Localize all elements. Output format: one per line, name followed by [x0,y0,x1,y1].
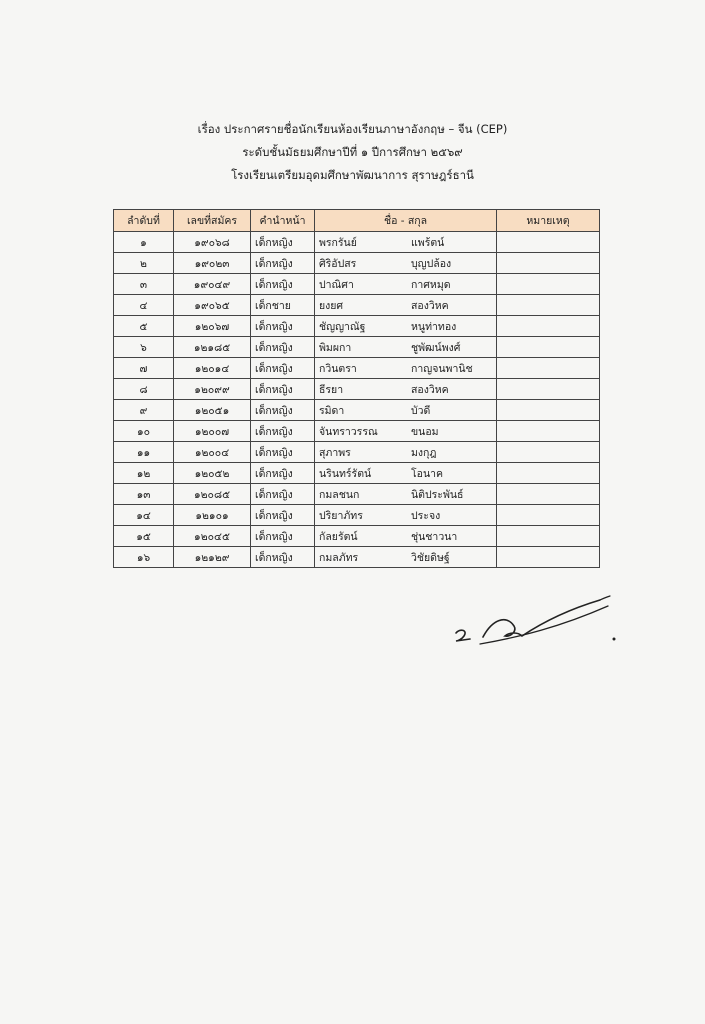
first-name: ชัญญาณัฐ [319,320,366,333]
last-name: หนูท่าทอง [411,320,457,333]
remark [497,547,600,568]
student-name [315,379,497,400]
last-name: สองวิหค [411,299,449,312]
name-prefix: เด็กหญิง [251,505,315,526]
first-name: พิมผกา [319,341,352,354]
application-number: ๑๒๐๙๙ [174,379,251,400]
column-header-remark: หมายเหตุ [497,210,600,232]
row-number: ๑๓ [114,484,174,505]
name-prefix: เด็กหญิง [251,442,315,463]
table-row [114,295,600,316]
name-prefix: เด็กหญิง [251,358,315,379]
student-name [315,316,497,337]
student-name [315,358,497,379]
first-name: ศิริอัปสร [319,257,357,270]
remark [497,232,600,253]
name-prefix: เด็กหญิง [251,274,315,295]
remark [497,337,600,358]
application-number: ๑๒๑๘๕ [174,337,251,358]
last-name: สองวิหค [411,383,449,396]
row-number: ๑๔ [114,505,174,526]
first-name: ยงยศ [319,299,344,312]
remark [497,484,600,505]
row-number: ๑๒ [114,463,174,484]
first-name: จันทราวรรณ [319,425,378,438]
student-name [315,400,497,421]
signature [450,592,620,652]
first-name: ปริยาภัทร [319,509,363,522]
table-row [114,484,600,505]
remark [497,442,600,463]
name-prefix: เด็กชาย [251,295,315,316]
row-number: ๔ [114,295,174,316]
row-number: ๕ [114,316,174,337]
first-name: สุภาพร [319,446,351,459]
application-number: ๑๒๐๔๕ [174,526,251,547]
remark [497,316,600,337]
table-row [114,253,600,274]
student-name [315,421,497,442]
remark [497,463,600,484]
first-name: นรินทร์รัตน์ [319,467,372,480]
row-number: ๒ [114,253,174,274]
student-list-table [113,209,600,568]
name-prefix: เด็กหญิง [251,316,315,337]
application-number: ๑๒๐๖๗ [174,316,251,337]
name-prefix: เด็กหญิง [251,526,315,547]
student-name [315,463,497,484]
remark [497,400,600,421]
remark [497,526,600,547]
remark [497,274,600,295]
first-name: กวินตรา [319,362,357,375]
table-row [114,400,600,421]
table-row [114,505,600,526]
table-row [114,526,600,547]
application-number: ๑๒๐๑๔ [174,358,251,379]
remark [497,505,600,526]
remark [497,421,600,442]
row-number: ๑๖ [114,547,174,568]
last-name: ประจง [411,509,441,522]
table-row [114,421,600,442]
row-number: ๑๑ [114,442,174,463]
column-header-prefix: คำนำหน้า [251,210,315,232]
row-number: ๙ [114,400,174,421]
column-header-no: ลำดับที่ [114,210,174,232]
table-row [114,358,600,379]
application-number: ๑๒๐๕๒ [174,463,251,484]
name-prefix: เด็กหญิง [251,379,315,400]
table-row [114,547,600,568]
student-name [315,484,497,505]
remark [497,295,600,316]
row-number: ๗ [114,358,174,379]
first-name: ธีรยา [319,383,344,396]
first-name: รมิดา [319,404,345,417]
first-name: พรกรันย์ [319,236,357,249]
application-number: ๑๙๐๔๙ [174,274,251,295]
name-prefix: เด็กหญิง [251,547,315,568]
student-name [315,526,497,547]
application-number: ๑๒๑๒๙ [174,547,251,568]
last-name: แพร้ตน์ [411,236,445,249]
application-number: ๑๙๐๒๓ [174,253,251,274]
student-name [315,232,497,253]
first-name: กมลชนก [319,488,360,501]
table-header-row [114,210,600,232]
student-name [315,442,497,463]
application-number: ๑๒๐๐๔ [174,442,251,463]
table-row [114,316,600,337]
school-name: โรงเรียนเตรียมอุดมศึกษาพัฒนาการ สุราษฎร์ธานี [231,168,474,182]
remark [497,253,600,274]
document-subject: เรื่อง ประกาศรายชื่อนักเรียนห้องเรียนภาษาอังกฤษ – จีน (CEP) [197,122,508,136]
student-name [315,547,497,568]
name-prefix: เด็กหญิง [251,463,315,484]
name-prefix: เด็กหญิง [251,253,315,274]
application-number: ๑๙๐๖๕ [174,295,251,316]
last-name: โอนาค [411,467,444,480]
remark [497,379,600,400]
last-name: ชุ่นชาวนา [411,530,458,543]
first-name: กมลภัทร [319,551,359,564]
student-name [315,253,497,274]
row-number: ๘ [114,379,174,400]
row-number: ๑๕ [114,526,174,547]
last-name: ชูพัฒน์พงศ์ [411,341,461,354]
last-name: วิชัยดิษฐ์ [411,551,450,564]
application-number: ๑๒๐๕๑ [174,400,251,421]
row-number: ๓ [114,274,174,295]
first-name: ปาณิศา [319,278,354,291]
application-number: ๑๒๐๐๗ [174,421,251,442]
application-number: ๑๒๐๘๕ [174,484,251,505]
table-row [114,379,600,400]
application-number: ๑๙๐๖๘ [174,232,251,253]
student-name [315,295,497,316]
student-name [315,274,497,295]
first-name: กัลยรัตน์ [319,530,358,543]
name-prefix: เด็กหญิง [251,484,315,505]
table-row [114,232,600,253]
document-header [0,118,705,187]
last-name: กาศหมุด [411,278,451,291]
row-number: ๖ [114,337,174,358]
column-header-application: เลขที่สมัคร [174,210,251,232]
application-number: ๑๒๑๐๑ [174,505,251,526]
table-row [114,337,600,358]
remark [497,358,600,379]
row-number: ๑ [114,232,174,253]
name-prefix: เด็กหญิง [251,337,315,358]
table-row [114,463,600,484]
last-name: มงกุฎ [411,446,437,459]
last-name: ขนอม [411,425,439,438]
last-name: บุญปล้อง [411,257,452,270]
table-row [114,442,600,463]
student-name [315,505,497,526]
row-number: ๑๐ [114,421,174,442]
name-prefix: เด็กหญิง [251,400,315,421]
grade-level: ระดับชั้นมัธยมศึกษาปีที่ ๑ ปีการศึกษา ๒๕๖๙ [242,145,463,159]
last-name: บัวดี [411,404,431,417]
name-prefix: เด็กหญิง [251,421,315,442]
name-prefix: เด็กหญิง [251,232,315,253]
student-name [315,337,497,358]
last-name: นิติประพันธ์ [411,488,464,501]
table-row [114,274,600,295]
last-name: กาญจนพานิช [411,362,473,375]
column-header-name: ชื่อ - สกุล [315,210,497,232]
